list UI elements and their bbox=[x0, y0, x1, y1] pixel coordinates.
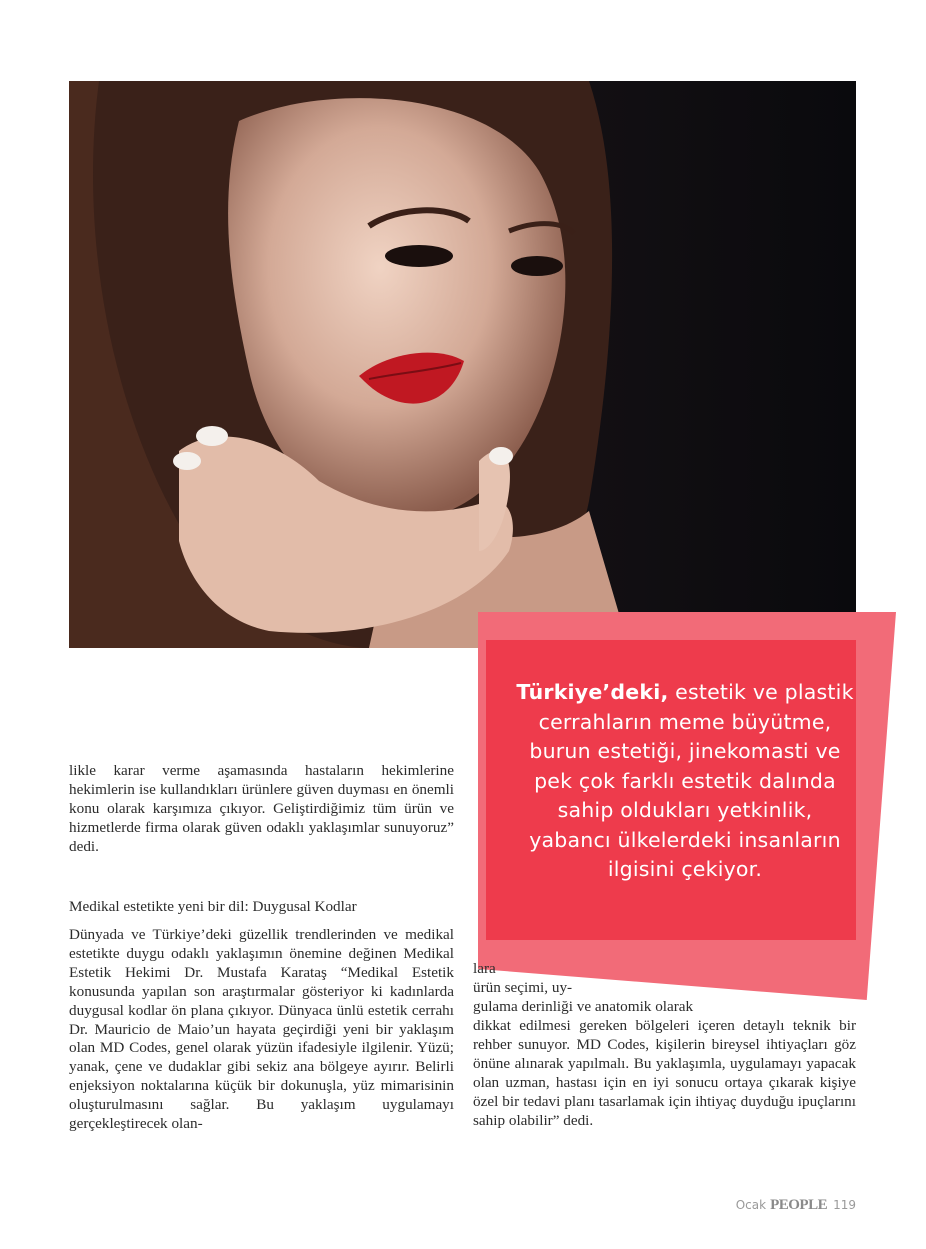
section-heading: Medikal estetikte yeni bir dil: Duygusal Kodlar bbox=[69, 898, 357, 915]
paragraph-text: dikkat edilmesi gereken bölgeleri içeren detaylı teknik bir rehber sunuyor. MD Codes, kişilerin bireysel ihtiyaçları göz önüne alınarak yapılmalı. Bu yaklaşımla, uygulamayı yapacak olan uzman, hastası için en iyi sonucu ortaya çıkarak kişiye özel bir tedavi planı tasarlamak için ihtiyaç duyduğu ipuçlarını sahip olabilir” dedi. bbox=[473, 1017, 856, 1129]
page-footer bbox=[736, 1197, 856, 1214]
right-column-fragments bbox=[473, 960, 856, 1017]
magazine-logo: PEOPLE bbox=[770, 1197, 828, 1213]
right-column-paragraph bbox=[473, 1017, 856, 1130]
paragraph-text: likle karar verme aşamasında hastaların hekimlerine hekimlerin ise kullandıkları ürünlere güven duyması en önemli konu olarak karşımıza çıkıyor. Geliştirdiğimiz tüm ürün ve hizmetlerde firma olarak güven odaklı yaklaşımlar sunuyoruz” dedi. bbox=[69, 762, 454, 855]
fragment-line-2: ürün seçimi, uy- bbox=[473, 978, 573, 996]
cover-photo bbox=[69, 81, 856, 648]
page-number: 119 bbox=[833, 1198, 856, 1212]
paragraph-text: Dünyada ve Türkiye’deki güzellik trendlerinden ve medikal estetikte duygu odaklı yaklaşımın önemine değinen Medikal Estetik Hekimi Dr. Mustafa Karataş “Medikal Estetik konusunda yapılan son araştırmalar gösteriyor ki kadınlarda duygusal kodlar ön plana çıkıyor. Dünyaca ünlü estetik cerrahı Dr. Mauricio de Maio’un hayata geçirdiği yeni bir yaklaşım olan MD Codes, genel olarak yüzün ifadesiyle ilgilenir. Yüzü; yanak, çene ve dudaklar gibi sekiz ana bölgeye ayırır. Belirli enjeksiyon noktalarına küçük bir dokunuşla, yüz mimarisinin oluşturulmasını sağlar. Bu yaklaşım uygulamayı gerçekleştirecek olan- bbox=[69, 926, 454, 1133]
footer-month: Ocak bbox=[735, 1198, 767, 1212]
portrait-illustration bbox=[69, 81, 856, 648]
fragment-line-3: gulama derinliği ve anatomik olarak bbox=[473, 997, 694, 1015]
pull-quote-text: estetik ve plastik cerrahların meme büyütme, burun estetiği, jinekomasti ve pek çok farklı estetik dalında sahip oldukları yetkinlik, yabancı ülkelerdeki insanların ilgisini çekiyor. bbox=[529, 680, 854, 881]
left-column-paragraph-2 bbox=[69, 926, 454, 1134]
left-column-paragraph-1 bbox=[69, 762, 454, 857]
fragment-line-1: lara bbox=[473, 960, 496, 977]
pull-quote-lead: Türkiye’deki, bbox=[516, 680, 669, 704]
pull-quote bbox=[515, 678, 855, 885]
